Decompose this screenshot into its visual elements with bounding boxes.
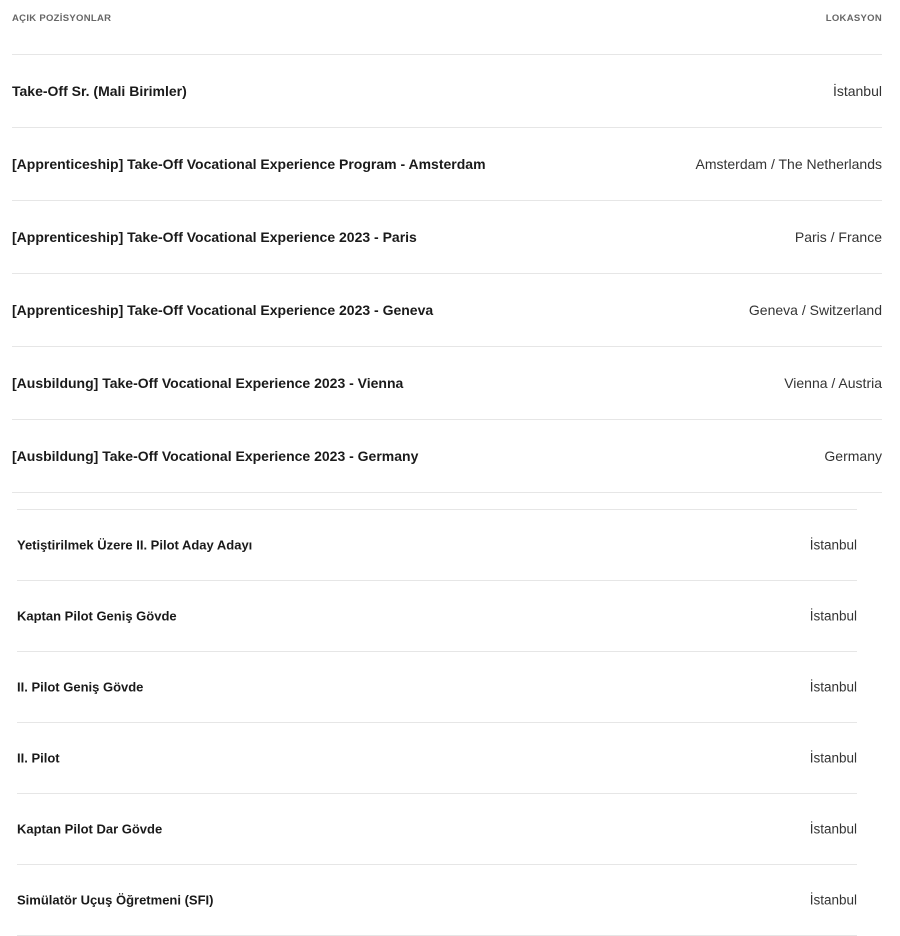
open-positions-column-header: AÇIK POZİSYONLAR xyxy=(12,13,112,24)
position-title[interactable]: II. Pilot xyxy=(17,750,60,766)
position-row[interactable] xyxy=(12,201,882,274)
position-row[interactable] xyxy=(17,865,857,936)
position-title[interactable]: [Apprenticeship] Take-Off Vocational Experience 2023 - Geneva xyxy=(12,302,434,318)
position-row[interactable] xyxy=(12,347,882,420)
position-row[interactable] xyxy=(17,510,857,581)
position-location: İstanbul xyxy=(809,821,857,837)
position-location: İstanbul xyxy=(809,750,857,766)
position-row[interactable] xyxy=(17,581,857,652)
position-title[interactable]: Simülatör Uçuş Öğretmeni (SFI) xyxy=(17,892,214,908)
position-row[interactable] xyxy=(17,652,857,723)
position-title[interactable]: Kaptan Pilot Dar Gövde xyxy=(17,821,163,837)
position-title[interactable]: [Apprenticeship] Take-Off Vocational Experience Program - Amsterdam xyxy=(12,156,486,172)
position-title[interactable]: [Apprenticeship] Take-Off Vocational Experience 2023 - Paris xyxy=(12,229,417,245)
positions-list-primary xyxy=(12,55,882,493)
position-location: Vienna / Austria xyxy=(784,375,882,391)
position-title[interactable]: Yetiştirilmek Üzere II. Pilot Aday Adayı xyxy=(17,537,253,553)
position-row[interactable] xyxy=(17,723,857,794)
position-location: Germany xyxy=(824,448,882,464)
position-row[interactable] xyxy=(12,55,882,128)
position-location: İstanbul xyxy=(809,679,857,695)
position-location: Geneva / Switzerland xyxy=(748,302,882,318)
position-title[interactable]: [Ausbildung] Take-Off Vocational Experience 2023 - Vienna xyxy=(12,375,404,391)
position-title[interactable]: Kaptan Pilot Geniş Gövde xyxy=(17,608,177,624)
position-location: İstanbul xyxy=(809,537,857,553)
position-location: Amsterdam / The Netherlands xyxy=(695,156,882,172)
position-location: İstanbul xyxy=(809,892,857,908)
position-title[interactable]: [Ausbildung] Take-Off Vocational Experience 2023 - Germany xyxy=(12,448,419,464)
position-row[interactable] xyxy=(12,128,882,201)
positions-table-header xyxy=(12,0,882,55)
position-title[interactable]: II. Pilot Geniş Gövde xyxy=(17,679,144,695)
position-row[interactable] xyxy=(12,274,882,347)
position-location: İstanbul xyxy=(809,608,857,624)
position-title[interactable]: Take-Off Sr. (Mali Birimler) xyxy=(12,83,187,99)
position-location: Paris / France xyxy=(794,229,882,245)
position-row[interactable] xyxy=(17,794,857,865)
position-location: İstanbul xyxy=(832,83,882,99)
positions-list-pilot xyxy=(17,509,857,936)
position-row[interactable] xyxy=(12,420,882,493)
location-column-header: LOKASYON xyxy=(825,13,882,24)
